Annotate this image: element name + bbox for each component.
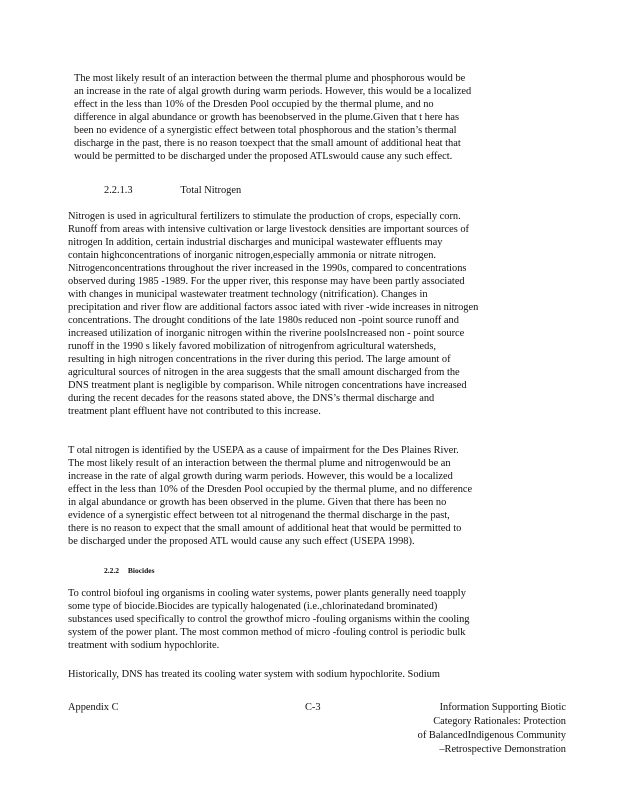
text-line: DNS treatment plant is negligible by comparison. While nitrogen concentrations have increased	[68, 380, 467, 391]
paragraph-historically	[68, 668, 534, 681]
text-line: treatment with sodium hypochlorite.	[68, 640, 220, 651]
text-line: an increase in the rate of algal growth during warm periods. However, this would be a localized	[74, 86, 472, 97]
text-line: agricultural sources of nitrogen in the area suggests that the small amount discharged from the	[68, 367, 460, 378]
text-line: Nitrogen is used in agricultural fertilizers to stimulate the production of crops, especially corn.	[68, 211, 461, 222]
section-number: 2.2.1.3	[104, 185, 133, 196]
text-line: evidence of a synergistic effect between tot al nitrogenand the thermal discharge in the past,	[68, 510, 450, 521]
text-line: there is no reason to expect that the small amount of additional heat that would be permitted to	[68, 523, 462, 534]
text-line: nitrogen In addition, certain industrial discharges and municipal wastewater effluents may	[68, 237, 443, 248]
text-line: precipitation and river flow are additional factors assoc iated with river -wide increases in nitrogen	[68, 302, 479, 313]
section-number: 2.2.2	[104, 566, 119, 575]
text-line: treatment plant effluent have not contributed to this increase.	[68, 406, 321, 417]
text-line: system of the power plant. The most common method of micro -fouling control is periodic bulk	[68, 627, 466, 638]
text-line: some type of biocide.Biocides are typically halogenated (i.e.,chlorinatedand brominated)	[68, 601, 438, 612]
text-line: Category Rationales: Protection	[433, 716, 566, 727]
text-line: would be permitted to be discharged under the proposed ATLswould cause any such effect.	[74, 151, 453, 162]
text-line: contain highconcentrations of inorganic nitrogen,especially ammonia or nitrate nitrogen.	[68, 250, 436, 261]
text-line: T otal nitrogen is identified by the USEPA as a cause of impairment for the Des Plaines River.	[68, 445, 459, 456]
text-line: increase in the rate of algal growth during warm periods. However, this would be a localized	[68, 471, 453, 482]
paragraph-nitrogen-impairment	[68, 444, 534, 548]
text-line: during the recent decades for the reasons stated above, the DNS’s thermal discharge and	[68, 393, 435, 404]
text-line: Nitrogenconcentrations throughout the river increased in the 1990s, compared to concentrations	[68, 263, 467, 274]
footer-page-number: C-3	[305, 702, 321, 713]
footer-appendix: Appendix C	[68, 702, 119, 713]
text-line: effect in the less than 10% of the Dresden Pool occupied by the thermal plume, and no	[74, 99, 434, 110]
section-title: Biocides	[127, 566, 155, 575]
text-line: substances used specifically to control the growthof micro -fouling organisms within the cooling	[68, 614, 470, 625]
footer-section-title	[396, 701, 566, 757]
text-line: discharge in the past, there is no reason toexpect that the small amount of additional heat that	[74, 138, 461, 149]
text-line: observed during 1985 -1989. For the upper river, this response may have been partly associated	[68, 276, 465, 287]
text-line: Runoff from areas with intensive cultivation or large livestock densities are important sources of	[68, 224, 469, 235]
text-line: resulting in high nitrogen concentrations in the river during this period. The large amount of	[68, 354, 451, 365]
text-line: The most likely result of an interaction between the thermal plume and phosphorous would be	[74, 73, 466, 84]
text-line: –Retrospective Demonstration	[439, 744, 566, 755]
text-line: Information Supporting Biotic	[439, 702, 566, 713]
section-title: Total Nitrogen	[180, 185, 242, 196]
paragraph-nitrogen-sources	[68, 210, 534, 418]
paragraph-phosphorous	[74, 72, 528, 163]
text-line: runoff in the 1990 s likely favored mobilization of nitrogenfrom agricultural watersheds,	[68, 341, 436, 352]
text-line: Historically, DNS has treated its cooling water system with sodium hypochlorite. Sodium	[68, 669, 440, 680]
text-line: To control biofoul ing organisms in cooling water systems, power plants generally need toapply	[68, 588, 466, 599]
text-line: of BalancedIndigenous Community	[417, 730, 566, 741]
text-line: effect in the less than 10% of the Dresden Pool occupied by the thermal plume, and no difference	[68, 484, 473, 495]
text-line: been no evidence of a synergistic effect between total phosphorous and the station’s thermal	[74, 125, 457, 136]
text-line: in algal abundance or growth has been observed in the plume. Given that there has been no	[68, 497, 447, 508]
text-line: be discharged under the proposed ATL would cause any such effect (USEPA 1998).	[68, 536, 415, 547]
text-line: difference in algal abundance or growth has beenobserved in the plume.Given that t here has	[74, 112, 459, 123]
section-heading-total-nitrogen	[104, 184, 241, 197]
text-line: concentrations. The drought conditions of the late 1980s reduced non -point source runoff and	[68, 315, 459, 326]
text-line: increased utilization of inorganic nitrogen within the riverine poolsIncreased non - point source	[68, 328, 465, 339]
text-line: with changes in municipal wastewater treatment technology (nitrification). Changes in	[68, 289, 428, 300]
paragraph-biocides	[68, 587, 534, 652]
text-line: The most likely result of an interaction between the thermal plume and nitrogenwould be an	[68, 458, 451, 469]
section-heading-biocides	[104, 564, 155, 577]
